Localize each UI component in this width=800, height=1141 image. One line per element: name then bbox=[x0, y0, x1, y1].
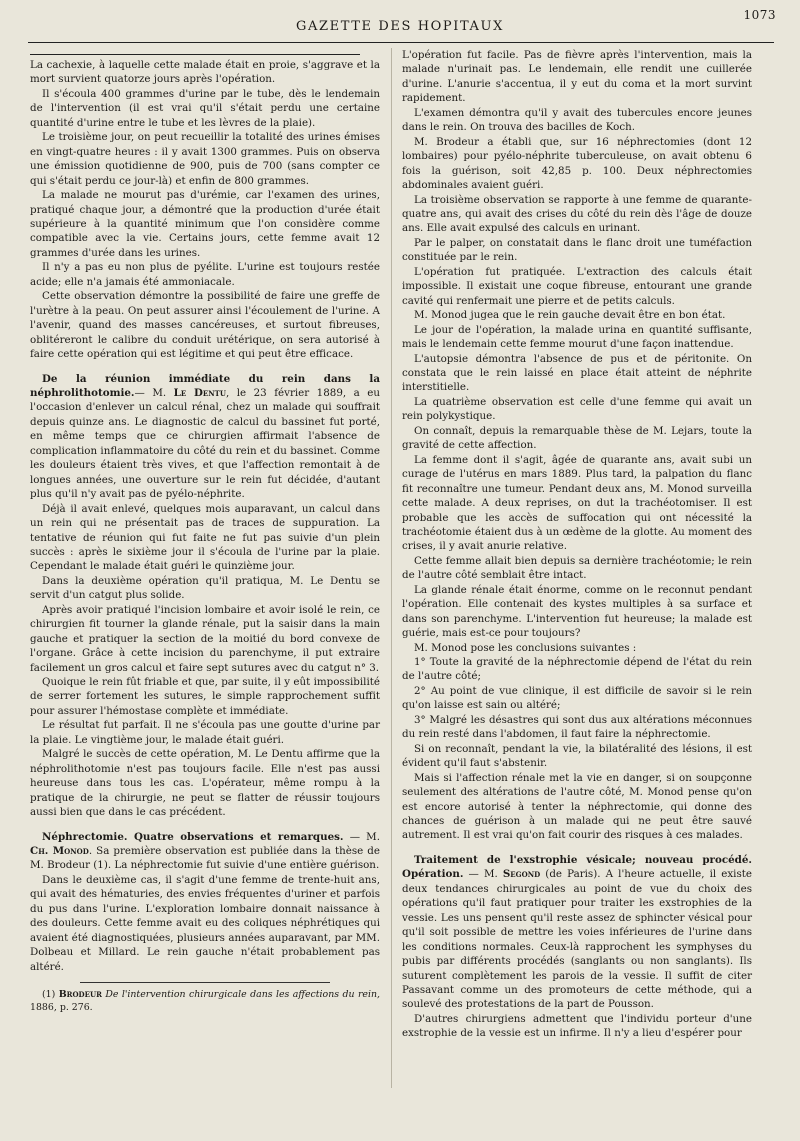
paragraph: 3° Malgré les désastres qui sont dus aux altérations méconnues du rein resté dans l'abdomen, il faut faire la néphrectomie. bbox=[402, 713, 752, 741]
paragraph: Il s'écoula 400 grammes d'urine par le tube, dès le lendemain de l'intervention (il est vrai qu'il s'était perdu une certaine quantité d'urine entre le tube et les lèvres de la plaie). bbox=[30, 87, 380, 129]
article-lead bbox=[30, 372, 380, 502]
paragraph: Dans la deuxième opération qu'il pratiqua, M. Le Dentu se servit d'un catgut plus solide. bbox=[30, 574, 380, 602]
paragraph: L'opération fut pratiquée. L'extraction des calculs était impossible. Il existait une coque fibreuse, entourant une grande cavité qui renfermait une pierre et de petits calculs. bbox=[402, 265, 752, 307]
paragraph: 2° Au point de vue clinique, il est difficile de savoir si le rein qu'on laisse est sain ou altéré; bbox=[402, 684, 752, 712]
paragraph: La cachexie, à laquelle cette malade était en proie, s'aggrave et la mort survient quatorze jours après l'opération. bbox=[30, 59, 380, 86]
footnote-marker: (1) bbox=[42, 989, 59, 1001]
article-title: Traitement de l'exstrophie vésicale; nouveau procédé. Opération. bbox=[402, 853, 752, 881]
paragraph: M. Brodeur a établi que, sur 16 néphrectomies (dont 12 lombaires) pour pyélo-néphrite tuberculeuse, on avait obtenu 6 fois la guérison, soit 42,85 p. 100. Deux néphrectomies abdominales avaient guéri. bbox=[402, 135, 752, 192]
paragraph: Si on reconnaît, pendant la vie, la bilatéralité des lésions, il est évident qu'il faut s'abstenir. bbox=[402, 742, 752, 770]
paragraph: La femme dont il s'agit, âgée de quarante ans, avait subi un curage de l'utérus en mars 1889. Plus tard, la palpation du flanc fit reconnaître une tumeur. Pendant deux ans, M. Monod surveilla cette malade. A deux reprises, on dut la trachéotomiser. Il est probable que les accès de suffocation qui ont nécessité la trachéotomie étaient dus à un œdème de la glotte. Au moment des crises, il y avait anurie relative. bbox=[402, 453, 752, 553]
paragraph: L'opération fut facile. Pas de fièvre après l'intervention, mais la malade n'urinait pas. Le lendemain, elle rendit une cuillerée d'urine. L'anurie s'accentua, il y eut du coma et la mort survint rapidement. bbox=[402, 49, 752, 105]
paragraph: L'examen démontra qu'il y avait des tubercules encore jeunes dans le rein. On trouva des bacilles de Koch. bbox=[402, 106, 752, 134]
right-column bbox=[402, 48, 752, 1041]
paragraph: La troisième observation se rapporte à une femme de quarante-quatre ans, qui avait des crises du côté du rein dès l'âge de douze ans. Elle avait expulsé des calculs en urinant. bbox=[402, 193, 752, 235]
paragraph: M. Monod jugea que le rein gauche devait être en bon état. bbox=[414, 309, 726, 322]
paragraph: Mais si l'affection rénale met la vie en danger, si on soupçonne seulement des altérations de l'autre côté, M. Monod pense qu'on est encore autorisé à tenter la néphrectomie, qui donne des chances de guérison à un malade qui ne peut être sauvé autrement. Il est vrai qu'on fait courir des risques à ces malades. bbox=[402, 771, 752, 842]
paragraph: 1° Toute la gravité de la néphrectomie dépend de l'état du rein de l'autre côté; bbox=[402, 656, 752, 683]
paragraph: La glande rénale était énorme, comme on le reconnut pendant l'opération. Elle contenait des kystes multiples à sa surface et dans son parenchyme. L'intervention fut heureuse; la malade est guérie, mais est-ce pour toujours? bbox=[402, 583, 752, 640]
author-prefix: — M. bbox=[134, 386, 174, 399]
author-prefix: — M. bbox=[463, 868, 503, 881]
paragraph: M. Monod pose les conclusions suivantes : bbox=[414, 641, 637, 654]
section-rule bbox=[30, 54, 360, 55]
paragraph: Par le palper, on constatait dans le flanc droit une tuméfaction constituée par le rein. bbox=[402, 236, 752, 264]
header-rule bbox=[28, 42, 774, 43]
article-monod bbox=[30, 830, 380, 975]
running-head: GAZETTE DES HOPITAUX bbox=[296, 19, 504, 34]
column-divider bbox=[391, 48, 392, 1088]
footnote-author: Brodeur bbox=[58, 989, 102, 1001]
paragraph: Malgré le succès de cette opération, M. Le Dentu affirme que la néphrolithotomie n'est pas toujours facile. Elle n'est pas aussi heureuse dans tous les cas. L'opérateur, même rompu à la pratique de la chirurgie, ne peut se flatter de réussir toujours aussi bien que dans le cas précédent. bbox=[30, 748, 380, 819]
article-intro: (de Paris). A l'heure actuelle, il existe deux tendances chirurgicales au point de vue du choix des opérations qu'il faut pratiquer pour traiter les exstrophies de la vessie. Les uns pensent qu'il reste assez de sphincter vésical pour qu'il soit possible de mettre les voies inférieures de l'urine dans les conditions normales. Ceux-là rapprochent les symphyses du pubis par différents procédés (sanglants ou non sanglants). Ils suturent complètement les parois de la vessie. Il suffit de citer Passavant comme un des promoteurs de cette méthode, qui a soulevé des protestations de la part de Pousson. bbox=[402, 868, 752, 1011]
page-number: 1073 bbox=[743, 8, 776, 22]
article-title: De la réunion immédiate du rein dans la néphrolithotomie. bbox=[30, 372, 380, 399]
author-prefix: — M. bbox=[343, 830, 380, 843]
author-name: Le Dentu bbox=[173, 386, 226, 399]
article-intro: . Sa première observation est publiée dans la thèse de M. Brodeur (1). La néphrectomie fut suivie d'une entière guérison. bbox=[30, 845, 380, 872]
paragraph: Le jour de l'opération, la malade urina en quantité suffisante, mais le lendemain cette femme mourut d'une façon inattendue. bbox=[402, 323, 752, 351]
article-lead bbox=[402, 853, 752, 1012]
paragraph: Il n'y a pas eu non plus de pyélite. L'urine est toujours restée acide; elle n'a jamais été ammoniacale. bbox=[30, 261, 380, 288]
article-segond bbox=[402, 853, 752, 1041]
paragraph: Quoique le rein fût friable et que, par suite, il y eût impossibilité de serrer fortement les sutures, le simple rapprochement suffit pour assurer l'hémostase complète et immédiate. bbox=[30, 676, 380, 717]
footnote-rest: 1886, p. 276. bbox=[30, 1002, 93, 1014]
article-le-dentu bbox=[30, 372, 380, 820]
paragraph: Le résultat fut parfait. Il ne s'écoula pas une goutte d'urine par la plaie. Le vingtième jour, le malade était guéri. bbox=[30, 719, 380, 746]
footnote-rule bbox=[80, 982, 330, 983]
paragraph: On connaît, depuis la remarquable thèse de M. Lejars, toute la gravité de cette affection. bbox=[402, 424, 752, 452]
paragraph: L'autopsie démontra l'absence de pus et de péritonite. On constata que le rein laissé en place était atteint de néphrite interstitielle. bbox=[402, 352, 752, 394]
paragraph: Dans le deuxième cas, il s'agit d'une femme de trente-huit ans, qui avait des hématuries, des envies fréquentes d'uriner et parfois du pus dans l'urine. L'exploration lombaire donnait naissance à des douleurs. Cette femme avait eu des coliques néphrétiques qui avaient été diagnostiquées, plusieurs années auparavant, par MM. Dolbeau et Millard. Le rein gauche n'était probablement pas altéré. bbox=[30, 873, 380, 973]
paragraph: Après avoir pratiqué l'incision lombaire et avoir isolé le rein, ce chirurgien fit tourner la glande rénale, put la saisir dans la main gauche et pratiquer la section de la moitié du bord convexe de l'organe. Grâce à cette incision du parenchyme, il put extraire facilement un gros calcul et faire sept sutures avec du catgut n° 3. bbox=[30, 603, 380, 674]
paragraph: Le troisième jour, on peut recueillir la totalité des urines émises en vingt-quatre heures : il y avait 1300 grammes. Puis on observa une émission quotidienne de 900, puis de 700 (sans compter ce qui s'était perdu ce jour-là) et enfin de 800 grammes. bbox=[30, 131, 380, 187]
article-intro: , le 23 février 1889, a eu l'occasion d'enlever un calcul rénal, chez un malade qui souffrait depuis quinze ans. Le diagnostic de calcul du bassinet fut porté, en même temps que ce chirurgien affirmait l'absence de complication inflammatoire du côté du rein et du bassinet. Comme les douleurs étaient très vives, et que l'affection remontait à de longues années, une ouverture sur le rein fut décidée, d'autant plus qu'il n'y avait pas de pyélo-néphrite. bbox=[30, 386, 380, 501]
paragraph: La malade ne mourut pas d'urémie, car l'examen des urines, pratiqué chaque jour, a démontré que la production d'urée était supérieure à la quantité minimum que l'on considère comme compatible avec la vie. Certains jours, cette femme avait 12 grammes d'urée dans les urines. bbox=[30, 189, 380, 259]
paragraph: D'autres chirurgiens admettent que l'individu porteur d'une exstrophie de la vessie est un infirme. Il n'y a lieu d'espérer pour bbox=[402, 1012, 752, 1040]
paragraph: Déjà il avait enlevé, quelques mois auparavant, un calcul dans un rein qui ne présentait pas de traces de suppuration. La tentative de réunion qui fut faite ne fut pas suivie d'un plein succès : après le sixième jour il s'écoula de l'urine par la plaie. Cependant le malade était guéri le quinzième jour. bbox=[30, 502, 380, 573]
author-name: Ch. Monod bbox=[30, 845, 89, 858]
footnote bbox=[30, 988, 380, 1014]
paragraph: Cette observation démontre la possibilité de faire une greffe de l'urètre à la peau. On peut assurer ainsi l'écoulement de l'urine. A l'avenir, quand des masses cancéreuses, et surtout fibreuses, oblitéreront le calibre du conduit urétérique, on sera autorisé à faire cette opération qui est légitime et qui peut être efficace. bbox=[30, 290, 380, 361]
footnote-title: De l'intervention chirurgicale dans les affections du rein, bbox=[105, 989, 380, 1001]
left-column bbox=[30, 48, 380, 1014]
article-lead bbox=[30, 830, 380, 873]
author-name: Segond bbox=[502, 868, 541, 881]
article-title: Néphrectomie. Quatre observations et remarques. bbox=[42, 830, 344, 843]
paragraph: Cette femme allait bien depuis sa dernière trachéotomie; le rein de l'autre côté semblait être intact. bbox=[402, 554, 752, 582]
paragraph: La quatrième observation est celle d'une femme qui avait un rein polykystique. bbox=[402, 395, 752, 423]
